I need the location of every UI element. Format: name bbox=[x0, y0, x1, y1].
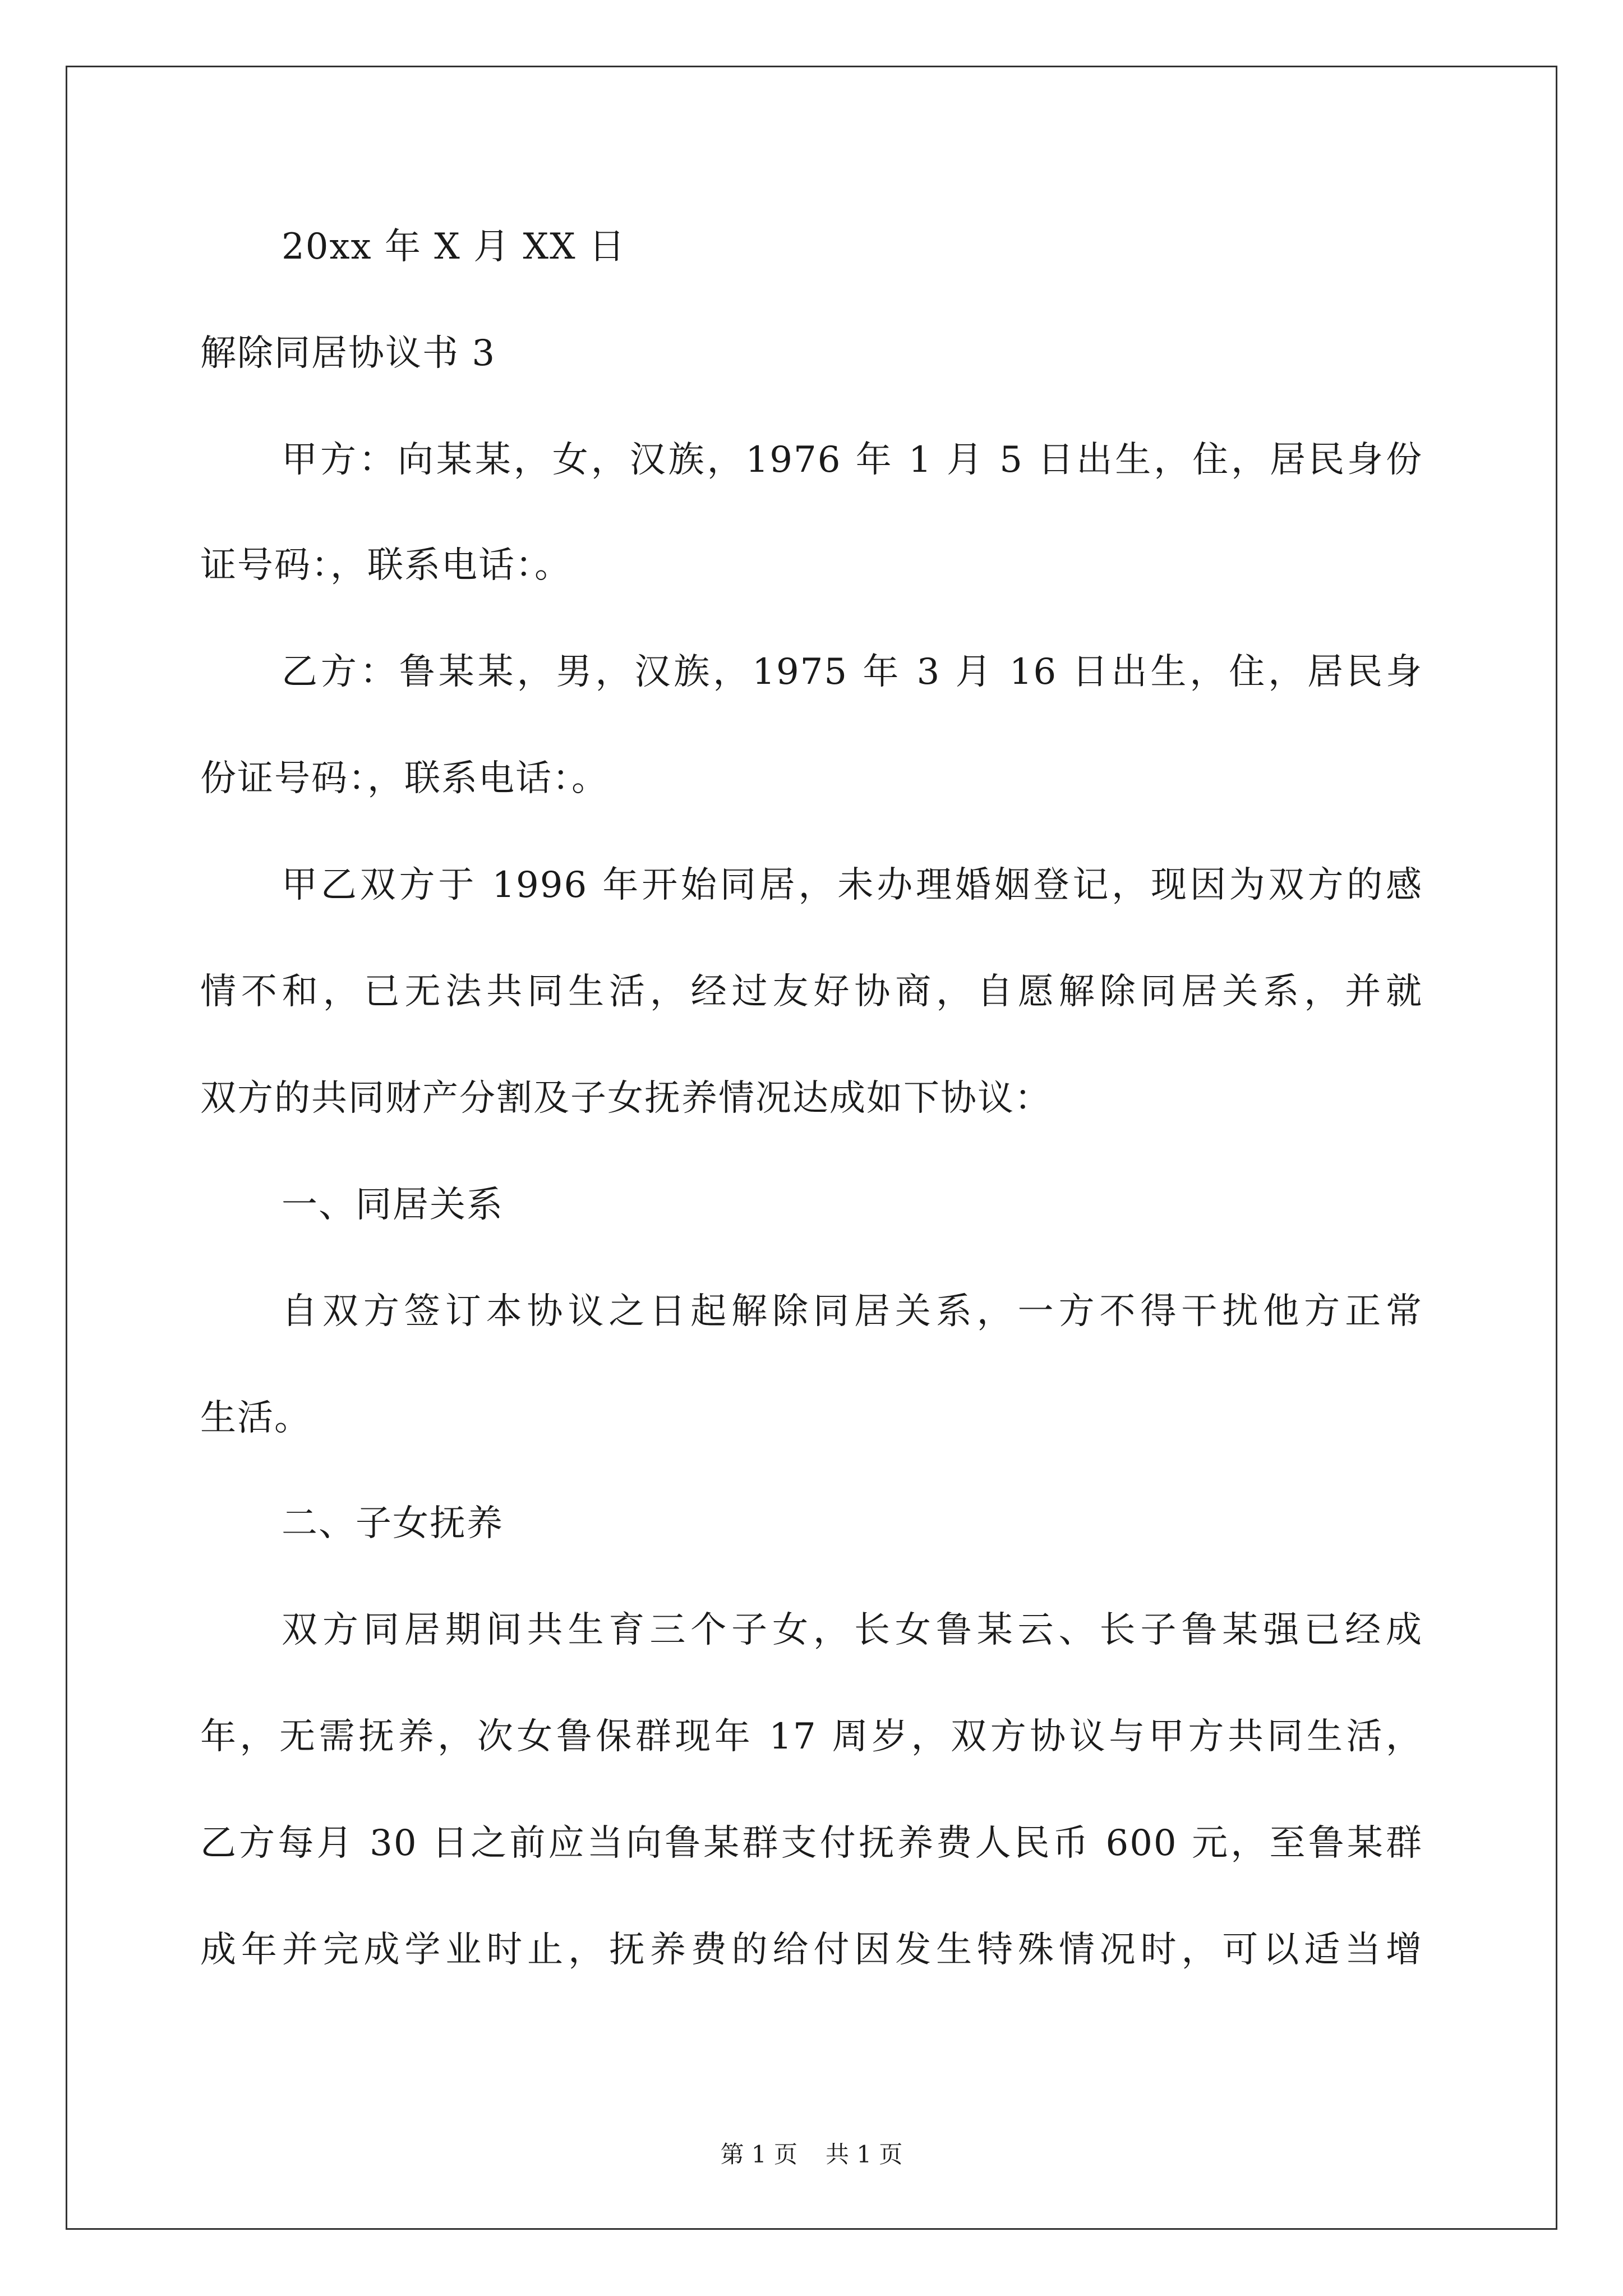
page-footer bbox=[0, 2140, 1623, 2169]
section-heading-2: 二、子女抚养 bbox=[282, 1503, 504, 1544]
section-2-line-1: 双方同居期间共生育三个子女，长女鲁某云、长子鲁某强已经成 bbox=[282, 1609, 1423, 1651]
preamble-line-3: 双方的共同财产分割及子女抚养情况达成如下协议： bbox=[200, 1078, 1052, 1119]
page-number: 第 1 页 bbox=[720, 2141, 797, 2168]
section-2-line-3: 乙方每月 30 日之前应当向鲁某群支付抚养费人民币 600 元，至鲁某群 bbox=[200, 1823, 1423, 1864]
page-border bbox=[66, 66, 1557, 2230]
preamble-line-1: 甲乙双方于 1996 年开始同居，未办理婚姻登记，现因为双方的感 bbox=[282, 864, 1423, 906]
party-b-line-1: 乙方：鲁某某，男，汉族，1975 年 3 月 16 日出生，住，居民身 bbox=[282, 651, 1423, 693]
page-total: 共 1 页 bbox=[826, 2141, 903, 2168]
party-b-line-2: 份证号码：，联系电话：。 bbox=[200, 758, 608, 799]
party-a-line-2: 证号码：，联系电话：。 bbox=[200, 545, 571, 586]
document-title: 解除同居协议书 3 bbox=[200, 333, 496, 374]
section-1-line-1: 自双方签订本协议之日起解除同居关系，一方不得干扰他方正常 bbox=[282, 1291, 1423, 1332]
section-1-line-2: 生活。 bbox=[200, 1397, 311, 1439]
section-heading-1: 一、同居关系 bbox=[282, 1184, 504, 1226]
preamble-line-2: 情不和，已无法共同生活，经过友好协商，自愿解除同居关系，并就 bbox=[200, 971, 1423, 1013]
party-a-line-1: 甲方：向某某，女，汉族，1976 年 1 月 5 日出生，住，居民身份 bbox=[282, 439, 1423, 481]
section-2-line-2: 年，无需抚养，次女鲁保群现年 17 周岁，双方协议与甲方共同生活， bbox=[200, 1716, 1423, 1757]
section-2-line-4: 成年并完成学业时止，抚养费的给付因发生特殊情况时，可以适当增 bbox=[200, 1929, 1423, 1971]
date-line: 20xx 年 X 月 XX 日 bbox=[282, 226, 626, 268]
